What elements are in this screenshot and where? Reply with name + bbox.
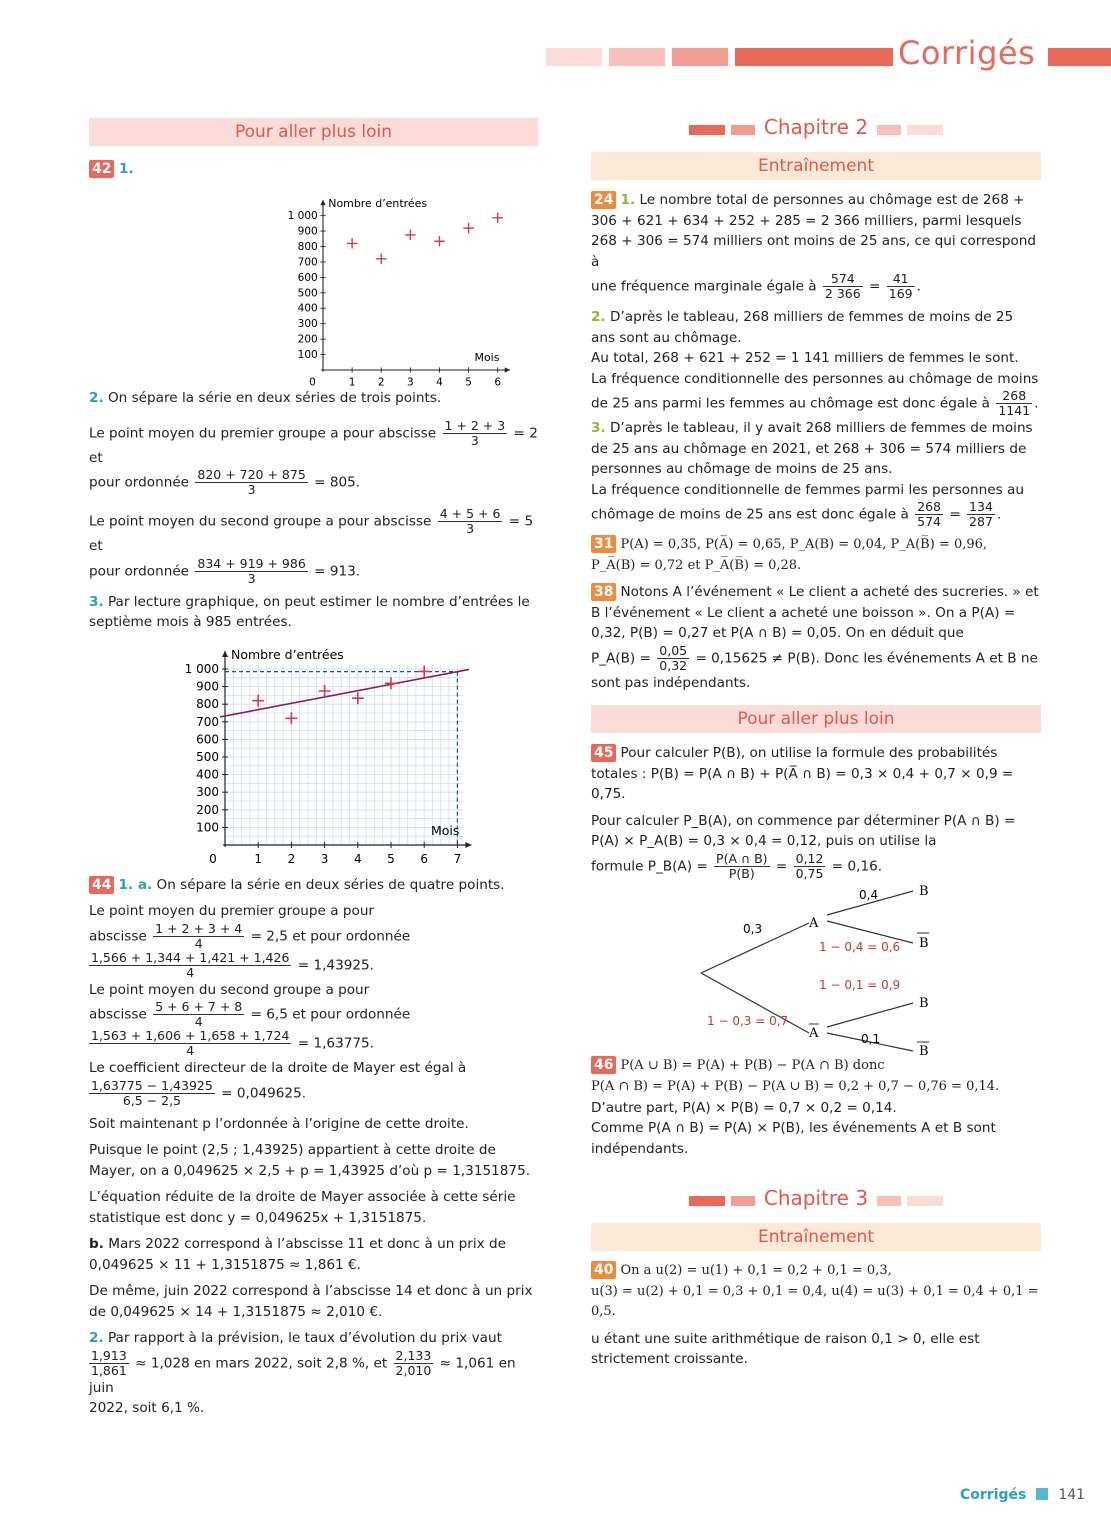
ex44-g1: Mars 2022 correspond à l’abscisse 11 et donc à un prix de 0,049625 × 11 + 1,3151875 ≈ 1,861 €.: [89, 1236, 507, 1273]
denominator: 6,5 − 2,5: [122, 1092, 181, 1108]
y-tick-label: 1 000: [184, 661, 219, 676]
ex45-t1: Pour calculer P(B), on utilise la formule des probabilités totales : P(B) = P(A ∩ B) + P(A̅ ∩ B) = 0,3 × 0,4 + 0,7 × 0,9 = 0,75.: [591, 745, 1014, 802]
chapter-bar: [877, 1196, 901, 1206]
ex44-b1: Le point moyen du second groupe a pour: [89, 981, 370, 998]
ex44-q2-label: 2.: [89, 1330, 104, 1346]
tree-node-B: B: [919, 995, 929, 1011]
y-tick-label: 700: [196, 714, 219, 729]
exercise-number-40: 40: [591, 1261, 616, 1279]
ex45-t2: Pour calculer P_B(A), on commence par déterminer P(A ∩ B) = P(A) × P_A(B) = 0,3 × 0,4 = 0,12, puis on utilise la: [591, 812, 1016, 849]
fraction: [89, 1349, 129, 1378]
ex44-i2-mid: ≈ 1,028 en mars 2022, soit 2,8 %, et: [135, 1355, 388, 1371]
ex42-p1b-text: pour ordonnée: [89, 474, 190, 491]
tree-node-Bbar: B: [919, 935, 929, 951]
data-point: [376, 254, 387, 265]
y-tick-label: 600: [196, 731, 219, 746]
ex24-q3-label: 3.: [591, 420, 606, 436]
chapter-3-title: Chapitre 3: [763, 1186, 869, 1210]
denominator: 2,010: [395, 1362, 432, 1378]
chapter-bar: [907, 1196, 943, 1206]
x-axis-title: Mois: [474, 351, 500, 365]
ex24-q1-label: 1.: [620, 192, 636, 208]
y-tick-label: 900: [297, 225, 318, 238]
tree-prob-B-given-A: 0,4: [859, 887, 879, 902]
left-column: [89, 118, 538, 1425]
section-band-left: Pour aller plus loin: [89, 118, 538, 146]
ex24-t5: La fréquence conditionnelle des personnes au chômage de moins: [591, 370, 1039, 387]
period: .: [916, 278, 921, 295]
probability-tree: [591, 883, 1041, 1059]
y-tick-label: 300: [297, 318, 318, 331]
y-tick-label: 1 000: [287, 210, 318, 223]
y-tick-label: 600: [297, 271, 318, 284]
header-bar-4: [735, 48, 893, 66]
tree-node-B: B: [919, 883, 929, 899]
numerator: 268: [917, 499, 941, 514]
x-tick-label: 5: [387, 851, 395, 866]
tree-node-Bbar: B: [919, 1043, 929, 1059]
x-tick-label: 0: [309, 376, 316, 389]
tree-prob-A: 0,3: [743, 921, 763, 936]
fraction: [153, 922, 244, 951]
numerator: 268: [996, 389, 1032, 404]
tree-prob-Bbar-given-A: 1 − 0,4 = 0,6: [819, 939, 901, 954]
numerator: 4 + 5 + 6: [439, 506, 501, 521]
fraction: [89, 1029, 291, 1058]
ex40-t2: u(3) = u(2) + 0,1 = 0,3 + 0,1 = 0,4, u(4) = u(3) + 0,1 = 0,4 + 0,1 = 0,5.: [591, 1283, 1039, 1319]
ex24-t4: Au total, 268 + 621 + 252 = 1 141 milliers de femmes le sont.: [591, 350, 1019, 366]
y-tick-label: 400: [297, 302, 318, 315]
period: .: [996, 506, 1002, 523]
tree-prob-Bbar-given-Abar: 0,1: [861, 1031, 881, 1046]
data-point: [434, 236, 445, 247]
fraction: [794, 852, 826, 881]
tree-node-A: A: [809, 915, 819, 931]
denominator: 4: [194, 1014, 203, 1029]
x-tick-label: 0: [209, 851, 217, 866]
fraction: [394, 1349, 434, 1378]
ex45-t3-post: = 0,16.: [831, 858, 883, 874]
ex42-p1-result: = 2 et: [89, 425, 538, 466]
data-point: [352, 692, 364, 704]
ex44-a1: Le point moyen du premier groupe a pour: [89, 903, 375, 919]
ex44-a2-pre: abscisse: [89, 928, 147, 944]
data-point: [492, 213, 503, 224]
ex31-t2: P_A̅(B) = 0,72 et P_A̅(B̅) = 0,28.: [591, 557, 802, 573]
y-tick-label: 900: [196, 679, 219, 694]
data-point: [252, 694, 264, 706]
ex38-t2-post: = 0,15625 ≠ P(B). Donc les événements A et B ne: [695, 650, 1038, 666]
tree-prob-B-given-Abar: 1 − 0,1 = 0,9: [819, 977, 901, 992]
ex46-t4: Comme P(A ∩ B) = P(A) × P(B), les événements A et B sont indépendants.: [591, 1120, 996, 1157]
data-point: [285, 712, 297, 724]
ex24-t7: D’après le tableau, il y avait 268 milliers de femmes de moins de 25 ans au chômage en 2021, et 268 + 306 = 574 milliers de personnes au chômage de moins de 25 ans.: [591, 420, 1033, 477]
ex24-t8: La fréquence conditionnelle de femmes parmi les personnes au: [591, 481, 1024, 498]
ex46-t2: P(A ∩ B) = P(A) + P(B) − P(A ∪ B) = 0,2 + 0,7 − 0,76 = 0,14.: [591, 1079, 1000, 1094]
denominator: 1141: [998, 403, 1031, 418]
y-tick-label: 800: [196, 696, 219, 711]
y-tick-label: 100: [297, 349, 318, 362]
ex44-c1: Le coefficient directeur de la droite de Mayer est égal à: [89, 1060, 467, 1076]
y-tick-label: 100: [196, 819, 219, 834]
ex24-t3: D’après le tableau, 268 milliers de femmes de moins de 25 ans sont au chômage.: [591, 309, 1014, 346]
exercise-number-42: 42: [89, 160, 114, 178]
y-axis-title: Nombre d’entrées: [231, 646, 344, 662]
denominator: 287: [969, 514, 993, 529]
ex42-q3-label: 3.: [89, 593, 104, 610]
ex42-q3-text: Par lecture graphique, on peut estimer le nombre d’entrées le septième mois à 985 entrées.: [89, 593, 530, 630]
chapter-3-heading: [591, 1181, 1041, 1215]
fraction: [438, 507, 503, 536]
denominator: 4: [186, 1043, 195, 1058]
y-tick-label: 300: [196, 784, 219, 799]
numerator: 834 + 919 + 986: [197, 555, 306, 571]
ex45-t3-pre: formule P_B(A) =: [591, 858, 708, 874]
x-tick-label: 3: [320, 851, 329, 866]
ex46-t1: P(A ∪ B) = P(A) + P(B) − P(A ∩ B) donc: [620, 1057, 885, 1073]
ex44-i4: 2022, soit 6,1 %.: [89, 1400, 205, 1416]
tree-branch: [827, 1003, 913, 1027]
ex44-i3-post: ≈ 1,061 en juin: [89, 1355, 516, 1396]
period: .: [1034, 395, 1039, 412]
right-column: [591, 110, 1041, 1376]
numerator: 1,913: [91, 1347, 127, 1363]
data-point: [347, 238, 358, 249]
exercise-number-38: 38: [591, 583, 616, 601]
chapter-2-heading: [591, 110, 1041, 144]
denominator: 3: [247, 482, 256, 497]
x-axis-title: Mois: [430, 822, 460, 838]
page-title: Corrigés: [898, 34, 1036, 72]
ex44-f1: L’équation réduite de la droite de Mayer associée à cette série statistique est donc y = 0,049625x + 1,3151875.: [89, 1189, 516, 1226]
ex44-h1: De même, juin 2022 correspond à l’abscisse 14 et donc à un prix de 0,049625 × 14 + 1,3151875 ≈ 2,010 €.: [89, 1283, 533, 1320]
ex44-b-label: b.: [89, 1236, 104, 1252]
fraction: [195, 557, 307, 586]
ex38-t3: sont pas indépendants.: [591, 674, 751, 691]
section-band-entrainement-2: Entraînement: [591, 1223, 1041, 1251]
footer-square: [1036, 1488, 1048, 1500]
numerator: 1 + 2 + 3: [444, 417, 506, 433]
fraction: [967, 500, 995, 529]
ex38-t1: Notons A l’événement « Le client a acheté des sucreries. » et B l’événement « Le client a acheté une boisson ». On a P(A) = 0,32, P(B) = 0,27 et P(A ∩ B) = 0,05. On en déduit que: [591, 584, 1039, 641]
denominator: 0,32: [659, 657, 688, 673]
fraction: [89, 1079, 215, 1108]
ex42-q2-label: 2.: [89, 390, 104, 406]
exercise-number-45: 45: [591, 744, 616, 762]
fraction: [657, 644, 689, 673]
numerator: 2,133: [395, 1347, 432, 1363]
y-tick-label: 500: [196, 749, 219, 764]
y-tick-label: 200: [196, 802, 219, 817]
ex40-t3: u étant une suite arithmétique de raison 0,1 > 0, elle est strictement croissante.: [591, 1330, 980, 1367]
numerator: 1 + 2 + 3 + 4: [155, 920, 243, 936]
x-tick-label: 1: [348, 376, 356, 389]
y-tick-label: 200: [297, 333, 318, 346]
ex44-i1: Par rapport à la prévision, le taux d’évolution du prix vaut: [107, 1330, 502, 1346]
x-tick-label: 7: [453, 851, 462, 866]
ex42-p2-result: = 5 et: [89, 513, 534, 554]
chapter-bar: [731, 125, 755, 135]
ex24-t9-pre: chômage de moins de 25 ans est donc égale à: [591, 506, 909, 523]
x-tick-label: 4: [436, 376, 443, 389]
numerator: 5 + 6 + 7 + 8: [155, 999, 243, 1014]
x-tick-label: 2: [287, 851, 296, 866]
header-bar-1: [546, 48, 602, 66]
ex42-p2-text: Le point moyen du second groupe a pour abscisse: [89, 513, 432, 530]
y-axis-title: Nombre d’entrées: [328, 196, 428, 210]
fraction: [89, 951, 291, 980]
exercise-number-24: 24: [591, 191, 616, 209]
fraction: [195, 468, 307, 497]
tree-node-Abar: A: [809, 1025, 819, 1041]
chapter-bar: [689, 125, 725, 135]
equals-sign: =: [869, 278, 881, 295]
ex44-q1-text: On sépare la série en deux séries de quatre points.: [156, 876, 505, 893]
exercise-number-46: 46: [591, 1056, 616, 1074]
exercise-number-31: 31: [591, 535, 616, 553]
x-axis-arrow: [465, 842, 471, 848]
chapter-2-title: Chapitre 2: [763, 115, 869, 139]
x-axis-arrow: [505, 367, 510, 372]
equals-sign: =: [775, 858, 788, 874]
page-footer: [960, 1487, 1085, 1503]
numerator: 820 + 720 + 875: [197, 467, 306, 482]
fraction: [714, 852, 770, 881]
section-band-entrainement-1: Entraînement: [591, 152, 1041, 180]
data-point: [463, 223, 474, 234]
page-number: 141: [1058, 1487, 1086, 1503]
denominator: 4: [186, 964, 195, 980]
denominator: 4: [194, 935, 203, 951]
ex44-a2-post: = 2,5 et pour ordonnée: [250, 928, 411, 944]
ex44-b3-post: = 1,63775.: [297, 1035, 374, 1052]
y-axis-arrow: [222, 651, 228, 657]
y-tick-label: 700: [297, 256, 318, 269]
numerator: P(A ∩ B): [716, 850, 768, 866]
ex38-t2-pre: P_A(B) =: [591, 650, 651, 666]
chapter-bar: [907, 125, 943, 135]
scatter-chart-1: [209, 156, 509, 389]
chapter-bar: [731, 1196, 755, 1206]
data-point: [418, 665, 430, 677]
numerator: 1,566 + 1,344 + 1,421 + 1,426: [91, 949, 290, 965]
y-tick-label: 800: [297, 241, 318, 254]
scatter-chart-2: [159, 639, 539, 871]
header-bar-5: [1048, 48, 1111, 66]
fraction: [887, 272, 915, 301]
denominator: 574: [917, 514, 941, 529]
numerator: 1,63775 − 1,43925: [91, 1077, 213, 1093]
header-bar-2: [609, 48, 665, 66]
ex24-q2-label: 2.: [591, 309, 606, 325]
ex44-c2-post: = 0,049625.: [221, 1085, 307, 1101]
denominator: 3: [247, 570, 256, 586]
x-tick-label: 4: [353, 851, 362, 866]
y-tick-label: 400: [196, 767, 219, 782]
numerator: 0,05: [659, 642, 688, 658]
ex44-b2-post: = 6,5 et pour ordonnée: [250, 1006, 411, 1023]
exercise-number-44: 44: [89, 876, 114, 894]
ex42-q1-label: 1.: [119, 161, 134, 177]
tree-prob-Abar: 1 − 0,3 = 0,7: [707, 1013, 789, 1028]
x-tick-label: 6: [420, 851, 429, 866]
ex46-t3: D’autre part, P(A) × P(B) = 0,7 × 0,2 = 0,14.: [591, 1099, 897, 1116]
data-point: [405, 230, 416, 241]
ex24-t6-pre: de 25 ans parmi les femmes au chômage est donc égale à: [591, 395, 990, 412]
ex42-p1-text: Le point moyen du premier groupe a pour abscisse: [89, 425, 437, 441]
denominator: 3: [466, 521, 475, 536]
fraction: [153, 1000, 244, 1029]
ex42-q2-text: On sépare la série en deux séries de trois points.: [107, 390, 442, 406]
y-axis-arrow: [320, 200, 325, 205]
x-tick-label: 5: [465, 376, 472, 389]
ex42-p2b-result: = 913.: [314, 563, 361, 579]
fraction: [823, 272, 863, 301]
ex31-t1: P(A) = 0,35, P(A̅) = 0,65, P_A(B) = 0,04, P_A(B̅) = 0,96,: [620, 537, 988, 552]
x-tick-label: 2: [377, 376, 385, 389]
chapter-bar: [689, 1196, 725, 1206]
denominator: 2 366: [824, 286, 861, 301]
ex42-p2b-text: pour ordonnée: [89, 563, 190, 579]
numerator: 41: [887, 272, 915, 287]
y-tick-label: 500: [297, 287, 318, 300]
numerator: 1,563 + 1,606 + 1,658 + 1,724: [91, 1028, 290, 1043]
denominator: 1,861: [91, 1362, 127, 1378]
denominator: 3: [470, 432, 479, 448]
equals-sign: =: [949, 506, 961, 523]
numerator: 134: [969, 499, 993, 514]
x-tick-label: 1: [254, 851, 263, 866]
ex24-t2-pre: une fréquence marginale égale à: [591, 278, 817, 295]
trend-line: [220, 669, 469, 717]
numerator: 574: [823, 272, 863, 287]
chapter-bar: [877, 125, 901, 135]
numerator: 0,12: [795, 850, 824, 866]
ex24-t1: Le nombre total de personnes au chômage est de 268 + 306 + 621 + 634 + 252 + 285 = 2 366 milliers, parmi lesquels 268 + 306 = 574 milliers ont moins de 25 ans, ce qui correspond à: [591, 192, 1037, 270]
ex40-t1: On a u(2) = u(1) + 0,1 = 0,2 + 0,1 = 0,3,: [620, 1263, 892, 1278]
ex44-q1-label: 1. a.: [118, 876, 153, 893]
ex42-p1b-result: = 805.: [314, 474, 361, 491]
ex44-d1: Soit maintenant p l’ordonnée à l’origine de cette droite.: [89, 1115, 469, 1132]
ex42-chart1-block: [89, 156, 538, 389]
ex44-a3-post: = 1,43925.: [297, 957, 374, 973]
fraction: [915, 500, 943, 529]
denominator: 169: [888, 286, 913, 301]
header-bar-3: [672, 48, 728, 66]
data-point: [385, 677, 397, 689]
ex44-b2-pre: abscisse: [89, 1006, 147, 1023]
fraction: [443, 419, 508, 448]
ex44-e1: Puisque le point (2,5 ; 1,43925) appartient à cette droite de Mayer, on a 0,049625 × 2,5 + p = 1,43925 d’où p = 1,3151875.: [89, 1142, 531, 1179]
x-tick-label: 3: [406, 376, 414, 389]
section-band-right: Pour aller plus loin: [591, 705, 1041, 733]
x-tick-label: 6: [494, 376, 502, 389]
fraction: [996, 389, 1032, 418]
denominator: P(B): [728, 865, 755, 881]
denominator: 0,75: [795, 865, 824, 881]
footer-label: Corrigés: [960, 1487, 1027, 1503]
